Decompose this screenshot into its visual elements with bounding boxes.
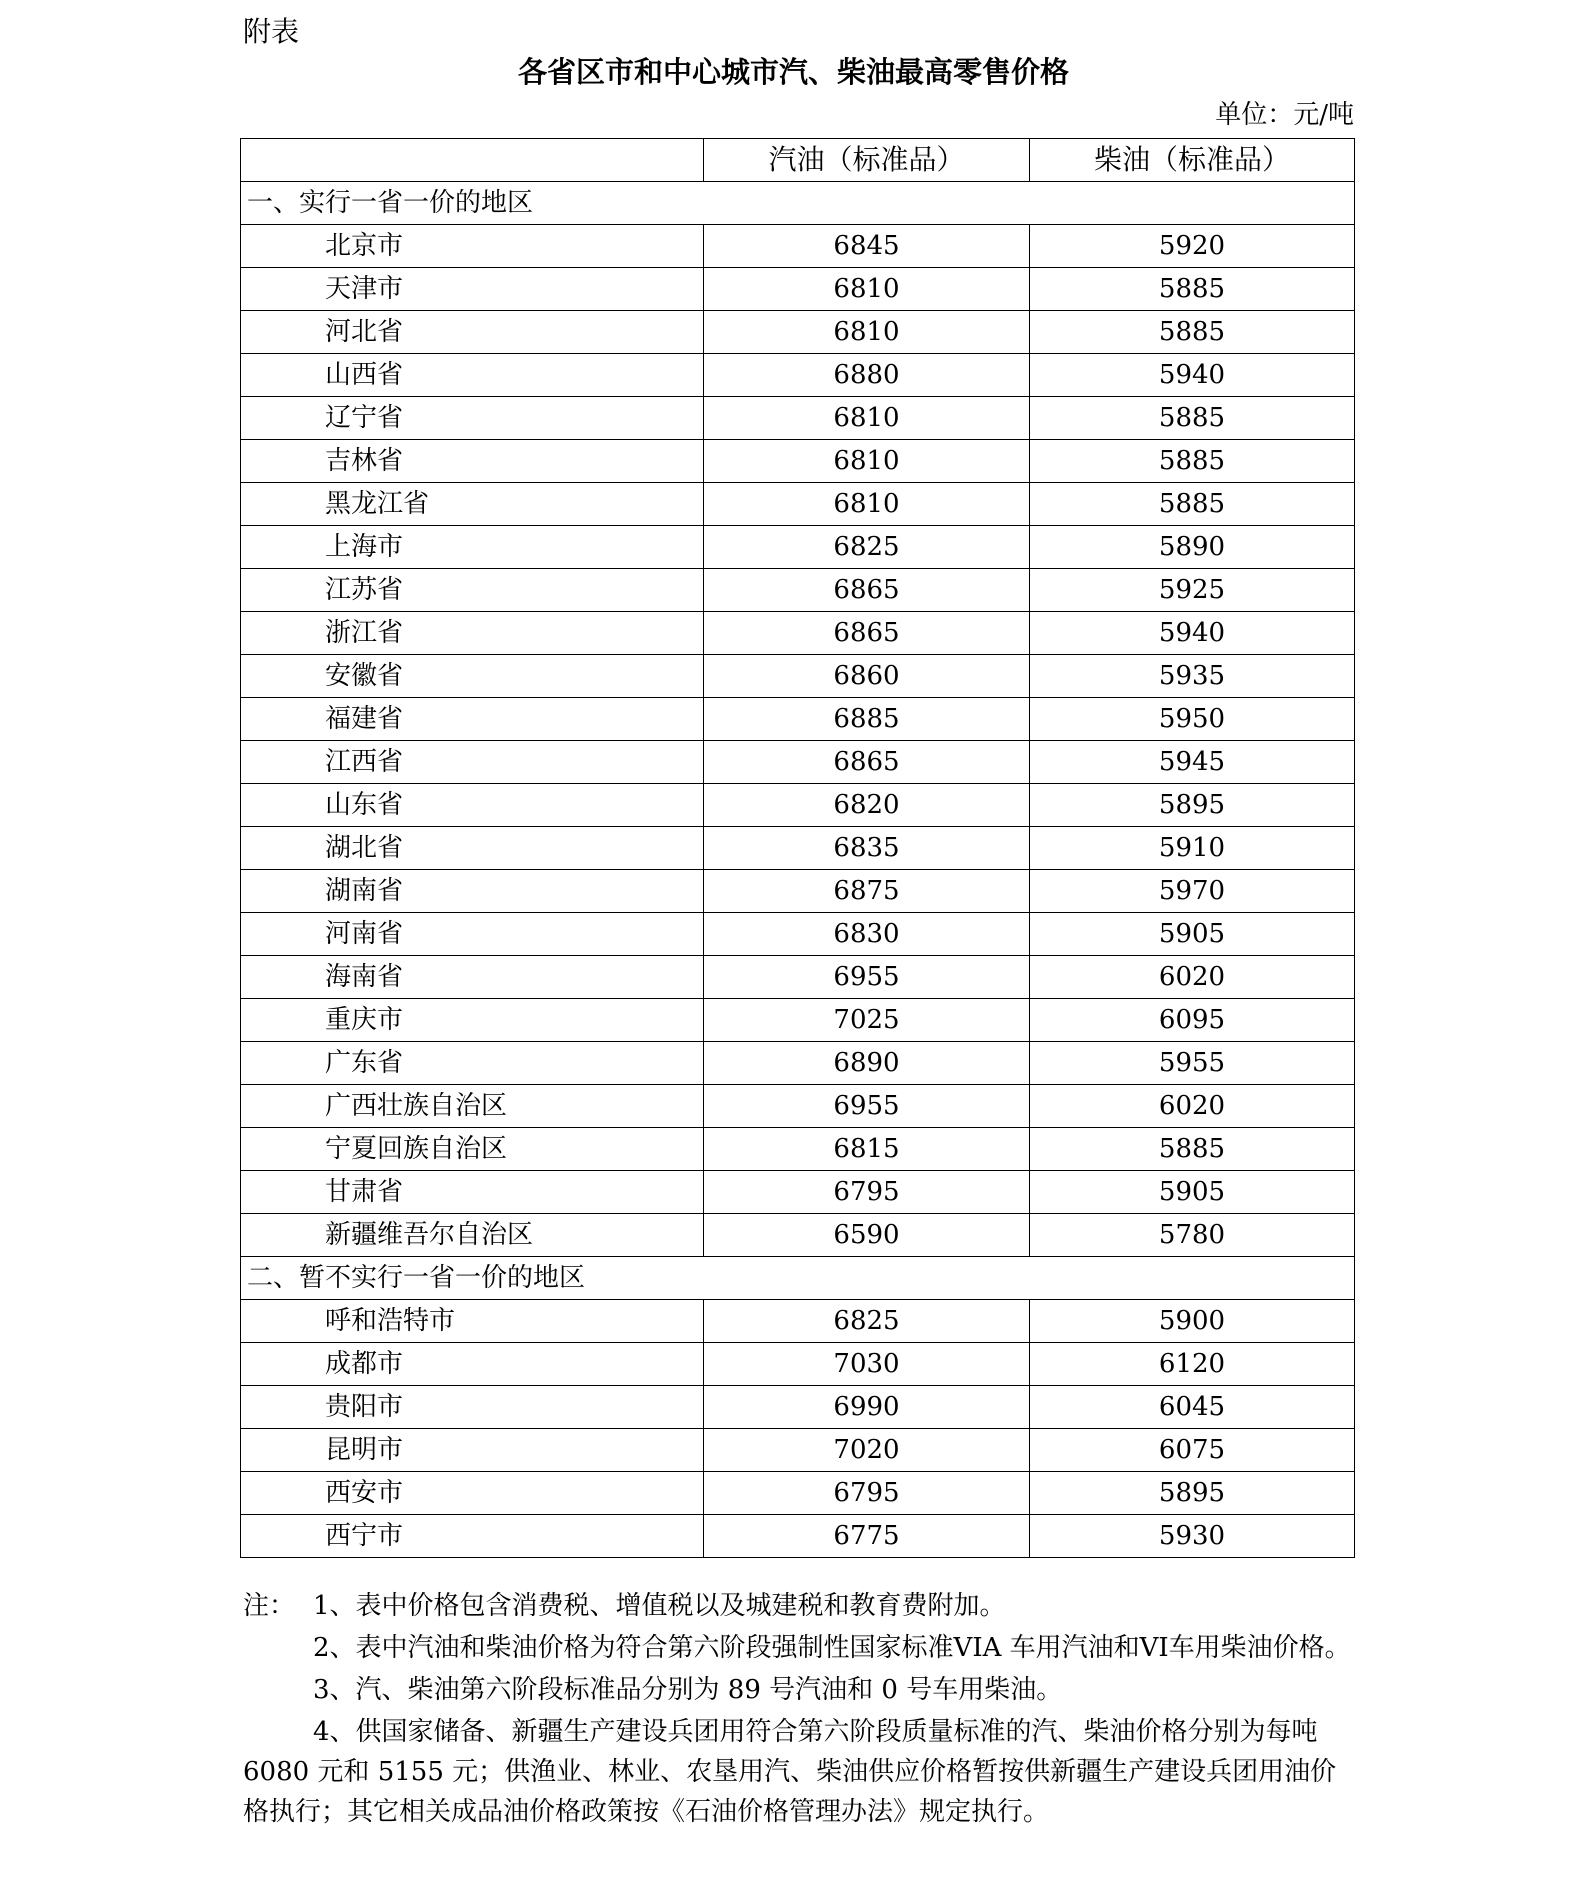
region-cell: 昆明市 (241, 1429, 704, 1472)
table-row (241, 1515, 1355, 1558)
gasoline-price-cell: 7025 (704, 999, 1030, 1042)
gasoline-price-cell: 6860 (704, 655, 1030, 698)
table-row (241, 784, 1355, 827)
gasoline-price-cell: 6865 (704, 569, 1030, 612)
notes (243, 1586, 1354, 1834)
gasoline-price-cell: 6815 (704, 1128, 1030, 1171)
note-text: 1、表中价格包含消费税、增值税以及城建税和教育费附加。 (313, 1591, 1006, 1621)
table-row (241, 1429, 1355, 1472)
region-cell: 山西省 (241, 354, 704, 397)
table-row (241, 956, 1355, 999)
table-row (241, 526, 1355, 569)
table-row (241, 698, 1355, 741)
region-cell: 天津市 (241, 268, 704, 311)
diesel-price-cell: 6120 (1030, 1343, 1355, 1386)
diesel-price-cell: 5950 (1030, 698, 1355, 741)
region-cell: 新疆维吾尔自治区 (241, 1214, 704, 1257)
diesel-price-cell: 5935 (1030, 655, 1355, 698)
note-item: 2、表中汽油和柴油价格为符合第六阶段强制性国家标准VIA 车用汽油和VI车用柴油价格。 (313, 1633, 1351, 1663)
region-cell: 广东省 (241, 1042, 704, 1085)
gasoline-price-cell: 6795 (704, 1472, 1030, 1515)
table-row (241, 225, 1355, 268)
table-row (241, 741, 1355, 784)
gasoline-price-cell: 6885 (704, 698, 1030, 741)
table-row (241, 268, 1355, 311)
section-title: 一、实行一省一价的地区 (241, 182, 1355, 225)
gasoline-price-cell: 6810 (704, 440, 1030, 483)
note-item: 3、汽、柴油第六阶段标准品分别为 89 号汽油和 0 号车用柴油。 (313, 1675, 1063, 1705)
diesel-price-cell: 5885 (1030, 397, 1355, 440)
gasoline-price-cell: 6820 (704, 784, 1030, 827)
table-row (241, 1300, 1355, 1343)
table-row (241, 440, 1355, 483)
region-cell: 浙江省 (241, 612, 704, 655)
section-row (241, 1257, 1355, 1300)
diesel-price-cell: 5910 (1030, 827, 1355, 870)
diesel-price-cell: 5905 (1030, 913, 1355, 956)
table-row (241, 1042, 1355, 1085)
notes-lead: 注： (243, 1591, 296, 1621)
gasoline-price-cell: 6825 (704, 1300, 1030, 1343)
diesel-price-cell: 5900 (1030, 1300, 1355, 1343)
region-cell: 河北省 (241, 311, 704, 354)
diesel-price-cell: 6020 (1030, 1085, 1355, 1128)
region-cell: 西宁市 (241, 1515, 704, 1558)
page-title: 各省区市和中心城市汽、柴油最高零售价格 (517, 55, 1069, 89)
region-cell: 呼和浩特市 (241, 1300, 704, 1343)
diesel-price-cell: 5890 (1030, 526, 1355, 569)
gasoline-price-cell: 7020 (704, 1429, 1030, 1472)
region-cell: 重庆市 (241, 999, 704, 1042)
diesel-price-cell: 5970 (1030, 870, 1355, 913)
column-header-gasoline: 汽油（标准品） (704, 139, 1030, 182)
region-cell: 上海市 (241, 526, 704, 569)
column-header-diesel: 柴油（标准品） (1030, 139, 1355, 182)
region-cell: 江西省 (241, 741, 704, 784)
diesel-price-cell: 5885 (1030, 440, 1355, 483)
gasoline-price-cell: 6835 (704, 827, 1030, 870)
table-row (241, 999, 1355, 1042)
gasoline-price-cell: 6810 (704, 483, 1030, 526)
region-cell: 黑龙江省 (241, 483, 704, 526)
table-row (241, 1128, 1355, 1171)
region-cell: 成都市 (241, 1343, 704, 1386)
region-cell: 湖南省 (241, 870, 704, 913)
region-cell: 北京市 (241, 225, 704, 268)
diesel-price-cell: 5885 (1030, 311, 1355, 354)
region-cell: 广西壮族自治区 (241, 1085, 704, 1128)
gasoline-price-cell: 6865 (704, 741, 1030, 784)
table-row (241, 870, 1355, 913)
diesel-price-cell: 5885 (1030, 1128, 1355, 1171)
gasoline-price-cell: 6810 (704, 268, 1030, 311)
gasoline-price-cell: 6880 (704, 354, 1030, 397)
table-row (241, 1386, 1355, 1429)
region-cell: 西安市 (241, 1472, 704, 1515)
note-item (243, 1586, 1354, 1626)
diesel-price-cell: 5780 (1030, 1214, 1355, 1257)
region-cell: 山东省 (241, 784, 704, 827)
diesel-price-cell: 5940 (1030, 612, 1355, 655)
table-row (241, 1472, 1355, 1515)
gasoline-price-cell: 6990 (704, 1386, 1030, 1429)
region-cell: 贵阳市 (241, 1386, 704, 1429)
diesel-price-cell: 5885 (1030, 268, 1355, 311)
diesel-price-cell: 5895 (1030, 784, 1355, 827)
region-cell: 宁夏回族自治区 (241, 1128, 704, 1171)
gasoline-price-cell: 6810 (704, 311, 1030, 354)
table-row (241, 397, 1355, 440)
region-cell: 安徽省 (241, 655, 704, 698)
region-cell: 甘肃省 (241, 1171, 704, 1214)
region-cell: 湖北省 (241, 827, 704, 870)
diesel-price-cell: 6020 (1030, 956, 1355, 999)
diesel-price-cell: 5945 (1030, 741, 1355, 784)
region-cell: 吉林省 (241, 440, 704, 483)
diesel-price-cell: 5930 (1030, 1515, 1355, 1558)
gasoline-price-cell: 6590 (704, 1214, 1030, 1257)
attachment-label: 附表 (243, 15, 300, 48)
gasoline-price-cell: 6865 (704, 612, 1030, 655)
note-item: 4、供国家储备、新疆生产建设兵团用符合第六阶段质量标准的汽、柴油价格分别为每吨 6080 元和 5155 元；供渔业、林业、农垦用汽、柴油供应价格暂按供新疆生产建设兵团用油价格执行；其它相关成品油价格政策按《石油价格管理办法》规定执行。 (243, 1717, 1337, 1827)
table-header-row (241, 139, 1355, 182)
table-row (241, 569, 1355, 612)
gasoline-price-cell: 6890 (704, 1042, 1030, 1085)
column-header-region (241, 139, 704, 182)
gasoline-price-cell: 6955 (704, 1085, 1030, 1128)
table-row (241, 827, 1355, 870)
diesel-price-cell: 6075 (1030, 1429, 1355, 1472)
table-row (241, 1214, 1355, 1257)
gasoline-price-cell: 6825 (704, 526, 1030, 569)
diesel-price-cell: 5940 (1030, 354, 1355, 397)
diesel-price-cell: 5905 (1030, 1171, 1355, 1214)
table-row (241, 655, 1355, 698)
table-body (241, 182, 1355, 1558)
region-cell: 福建省 (241, 698, 704, 741)
diesel-price-cell: 6045 (1030, 1386, 1355, 1429)
diesel-price-cell: 5885 (1030, 483, 1355, 526)
gasoline-price-cell: 6875 (704, 870, 1030, 913)
table-row (241, 1171, 1355, 1214)
table-row (241, 311, 1355, 354)
gasoline-price-cell: 6775 (704, 1515, 1030, 1558)
table-row (241, 612, 1355, 655)
section-title: 二、暂不实行一省一价的地区 (241, 1257, 1355, 1300)
diesel-price-cell: 6095 (1030, 999, 1355, 1042)
region-cell: 辽宁省 (241, 397, 704, 440)
gasoline-price-cell: 6795 (704, 1171, 1030, 1214)
diesel-price-cell: 5925 (1030, 569, 1355, 612)
gasoline-price-cell: 6955 (704, 956, 1030, 999)
section-row (241, 182, 1355, 225)
gasoline-price-cell: 6845 (704, 225, 1030, 268)
table-row (241, 1343, 1355, 1386)
gasoline-price-cell: 7030 (704, 1343, 1030, 1386)
table-row (241, 354, 1355, 397)
table-row (241, 483, 1355, 526)
diesel-price-cell: 5955 (1030, 1042, 1355, 1085)
gasoline-price-cell: 6830 (704, 913, 1030, 956)
diesel-price-cell: 5920 (1030, 225, 1355, 268)
table-row (241, 1085, 1355, 1128)
unit-label: 单位：元/吨 (1215, 100, 1354, 130)
table-row (241, 913, 1355, 956)
region-cell: 江苏省 (241, 569, 704, 612)
gasoline-price-cell: 6810 (704, 397, 1030, 440)
region-cell: 河南省 (241, 913, 704, 956)
region-cell: 海南省 (241, 956, 704, 999)
price-table (240, 138, 1355, 1558)
diesel-price-cell: 5895 (1030, 1472, 1355, 1515)
